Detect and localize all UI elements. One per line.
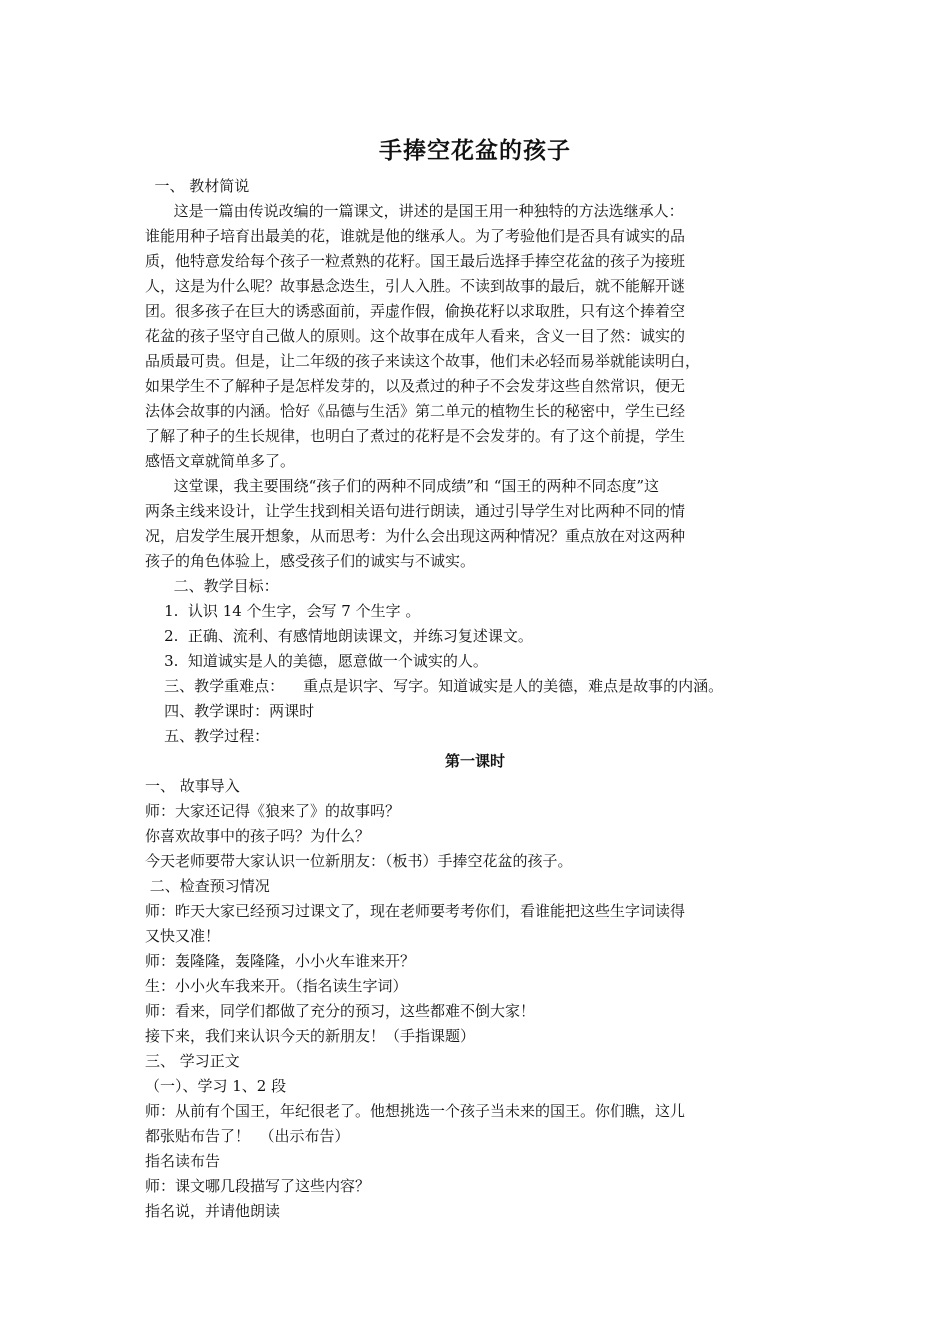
text-line: 一、 教材简说 bbox=[145, 177, 250, 195]
document-title: 手捧空花盆的孩子 bbox=[379, 137, 571, 164]
text-line: 指名说，并请他朗读 bbox=[145, 1202, 281, 1220]
text-line: 况，启发学生展开想象，从而思考：为什么会出现这两种情况？重点放在对这两种 bbox=[145, 527, 686, 545]
text-line: 这是一篇由传说改编的一篇课文，讲述的是国王用一种独特的方法选继承人： bbox=[145, 202, 684, 220]
text-line: 两条主线来设计，让学生找到相关语句进行朗读，通过引导学生对比两种不同的情 bbox=[145, 502, 686, 520]
text-line: 品质最可贵。但是，让二年级的孩子来读这个故事，他们未必轻而易举就能读明白， bbox=[145, 352, 701, 370]
text-line: 一、 故事导入 bbox=[145, 777, 240, 795]
text-line: 师：课文哪几段描写了这些内容？ bbox=[145, 1177, 371, 1195]
text-line: 二、教学目标： bbox=[145, 577, 279, 595]
text-line: 感悟文章就简单多了。 bbox=[145, 452, 296, 470]
text-line: （一）、学习 1、2 段 bbox=[145, 1077, 287, 1095]
section-heading: 第一课时 bbox=[444, 752, 505, 770]
text-line: 指名读布告 bbox=[145, 1152, 221, 1170]
text-line: 人，这是为什么呢？故事悬念迭生，引人入胜。不读到故事的最后，就不能解开谜 bbox=[145, 277, 686, 295]
text-line: 花盆的孩子坚守自己做人的原则。这个故事在成年人看来，含义一目了然：诚实的 bbox=[145, 327, 686, 345]
text-line: 今天老师要带大家认识一位新朋友：（板书）手捧空花盆的孩子。 bbox=[145, 852, 573, 870]
text-line: 你喜欢故事中的孩子吗？为什么？ bbox=[145, 827, 371, 845]
text-line: 2. 正确、流利、有感情地朗读课文，并练习复述课文。 bbox=[145, 627, 533, 645]
text-line: 接下来，我们来认识今天的新朋友！（手指课题） bbox=[145, 1027, 476, 1045]
text-line: 五、教学过程： bbox=[145, 727, 270, 745]
text-line: 三、教学重难点： 重点是识字、写字。知道诚实是人的美德，难点是故事的内涵。 bbox=[145, 677, 724, 695]
text-line: 3. 知道诚实是人的美德，愿意做一个诚实的人。 bbox=[145, 652, 488, 670]
text-line: 师：大家还记得《狼来了》的故事吗？ bbox=[145, 802, 401, 820]
text-line: 1. 认识 14 个生字，会写 7 个生字 。 bbox=[145, 602, 421, 620]
text-line: 又快又准！ bbox=[145, 927, 221, 945]
text-line: 谁能用种子培育出最美的花，谁就是他的继承人。为了考验他们是否具有诚实的品 bbox=[145, 227, 686, 245]
text-line: 师：昨天大家已经预习过课文了，现在老师要考考你们，看谁能把这些生字词读得 bbox=[145, 902, 686, 920]
text-line: 四、教学课时：两课时 bbox=[145, 702, 315, 720]
text-line: 这堂课，我主要围绕“孩子们的两种不同成绩”和 “国王的两种不同态度”这 bbox=[145, 477, 660, 495]
text-line: 师：看来，同学们都做了充分的预习，这些都难不倒大家！ bbox=[145, 1002, 536, 1020]
text-line: 二、检查预习情况 bbox=[145, 877, 270, 895]
text-line: 如果学生不了解种子是怎样发芽的，以及煮过的种子不会发芽这些自然常识，便无 bbox=[145, 377, 686, 395]
text-line: 孩子的角色体验上，感受孩子们的诚实与不诚实。 bbox=[145, 552, 476, 570]
text-line: 团。很多孩子在巨大的诱惑面前，弄虚作假，偷换花籽以求取胜，只有这个捧着空 bbox=[145, 302, 686, 320]
text-line: 法体会故事的内涵。恰好《品德与生活》第二单元的植物生长的秘密中，学生已经 bbox=[145, 402, 686, 420]
text-line: 师：从前有个国王，年纪很老了。他想挑选一个孩子当未来的国王。你们瞧，这儿 bbox=[145, 1102, 686, 1120]
text-line: 师：轰隆隆，轰隆隆，小小火车谁来开？ bbox=[145, 952, 416, 970]
text-line: 都张贴布告了！ （出示布告） bbox=[145, 1127, 350, 1145]
text-line: 质，他特意发给每个孩子一粒煮熟的花籽。国王最后选择手捧空花盆的孩子为接班 bbox=[145, 252, 686, 270]
text-line: 了解了种子的生长规律，也明白了煮过的花籽是不会发芽的。有了这个前提，学生 bbox=[145, 427, 686, 445]
text-line: 三、 学习正文 bbox=[145, 1052, 240, 1070]
text-line: 生：小小火车我来开。（指名读生字词） bbox=[145, 977, 408, 995]
